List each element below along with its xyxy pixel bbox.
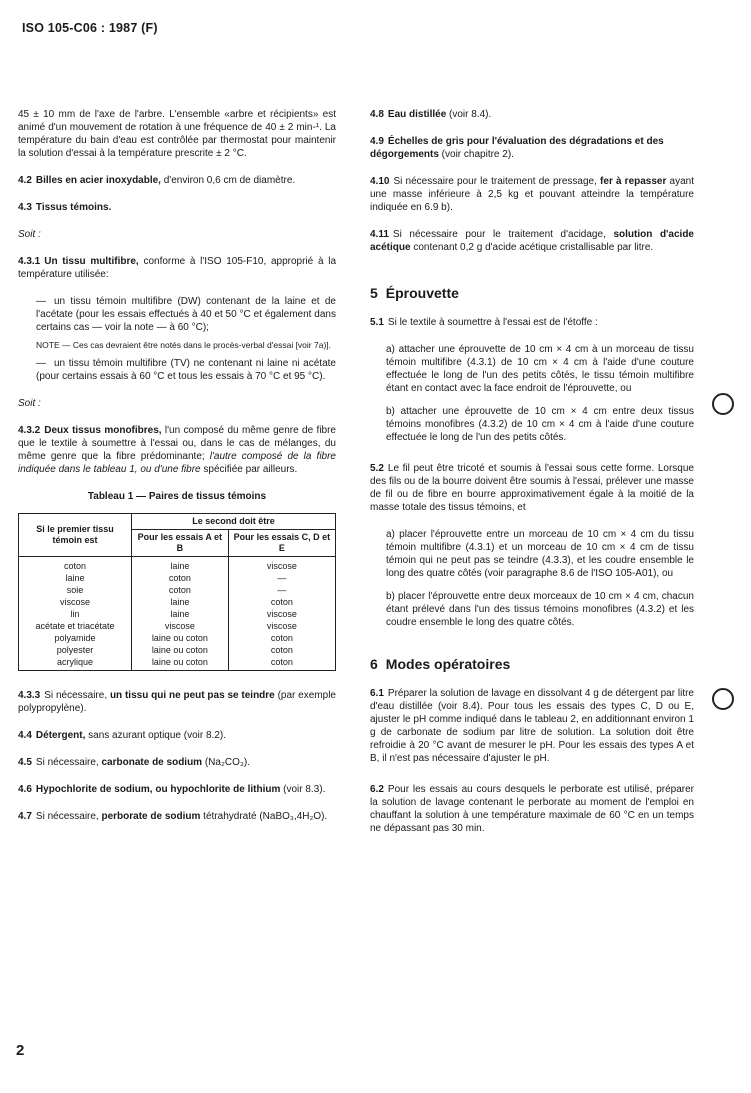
- clause-text: (par exemple polypropylène).: [18, 690, 336, 714]
- cell-cde: coton: [228, 656, 335, 671]
- section-number: 5: [370, 285, 378, 301]
- cell-first: polyester: [19, 644, 132, 656]
- cell-cde: —: [228, 584, 335, 596]
- clause-4-9: [370, 135, 694, 161]
- clause-text: contenant 0,2 g d'acide acétique cristallisable par litre.: [410, 242, 654, 253]
- item-5-2-a: a) placer l'éprouvette entre un morceau de 10 cm × 4 cm du tissu témoin multifibre (4.3.1) et un morceau de 10 cm × 4 cm de tissu témoin qui ne peut pas se teindre (4.3.3), et les coudre ensemble le long des quatre côtés (voir paragraphe 8.6 de l'ISO 105-A01), ou: [386, 529, 694, 579]
- table-row: [19, 644, 336, 656]
- cell-first: polyamide: [19, 632, 132, 644]
- cell-cde: coton: [228, 644, 335, 656]
- clause-4-10: [370, 175, 694, 214]
- clause-text: sans azurant optique (voir 8.2).: [85, 730, 226, 741]
- cell-ab: laine ou coton: [132, 656, 229, 671]
- table-row: [19, 596, 336, 608]
- clause-text: Préparer la solution de lavage en dissolvant 4 g de détergent par litre d'eau distillée (voir 8.4). Pour tous les essais des types C, D ou E, ajuster le pH comme indiqué dans le tableau 2, en additionnant environ 1 g de carbonate de sodium par litre de solution. La solution doit être refroidie à 20 °C avant de mesurer le pH. Pour les essais des types A et B, il n'est pas nécessaire d'ajuster le pH.: [370, 688, 694, 764]
- clause-title: Un tissu multifibre,: [44, 256, 139, 267]
- clause-text: l'un composé du même genre de fibre que le textile à soumettre à l'essai ou, dans le cas de mélanges, du même genre que la fibre prédominante;: [18, 425, 336, 462]
- clause-text: (voir chapitre 2).: [438, 149, 514, 160]
- clause-4-3-2: [18, 424, 336, 476]
- clause-4-7: [18, 810, 336, 823]
- clause-number: 4.3.2: [18, 425, 41, 436]
- clause-text: Si nécessaire,: [35, 811, 102, 822]
- clause-number: 4.8: [370, 109, 384, 120]
- cell-ab: laine: [132, 596, 229, 608]
- clause-text: Si nécessaire pour le traitement de pressage,: [393, 176, 601, 187]
- clause-text: Si nécessaire,: [35, 757, 102, 768]
- clause-number: 6.1: [370, 688, 384, 699]
- section-6-heading: [370, 655, 694, 673]
- cell-ab: laine: [132, 608, 229, 620]
- clause-title: Détergent,: [35, 730, 86, 741]
- clause-number: 4.3.1: [18, 256, 41, 267]
- clause-text: (voir 8.3).: [280, 784, 326, 795]
- clause-number: 4.7: [18, 811, 32, 822]
- clause-title: Échelles de gris pour l'évaluation des dégradations et des dégorgements: [370, 136, 664, 160]
- table-row: [19, 632, 336, 644]
- cell-ab: coton: [132, 572, 229, 584]
- clause-title: carbonate de sodium: [101, 757, 203, 768]
- clause-title: fer à repasser: [600, 176, 667, 187]
- item-5-1-a: a) attacher une éprouvette de 10 cm × 4 cm à un morceau de tissu témoin multifibre (4.3.1) de 10 cm × 4 cm à l'aide d'une couture effectuée le long de l'un des petits côtés, le tissu témoin multifibre étant en contact avec la face endroit de l'éprouvette, ou: [386, 344, 694, 394]
- dash-text: un tissu témoin multifibre (TV) ne contenant ni laine ni acétate (pour certains essais à 60 °C et tous les essais à 70 °C et 95 °C).: [36, 358, 336, 382]
- note: NOTE — Ces cas devraient être notés dans le procès-verbal d'essai [voir 7a)].: [36, 340, 332, 350]
- clause-text: ayant une masse inférieure à 2,5 kg et pouvant atteindre la température indiquée en 6.9 b).: [370, 176, 694, 213]
- punch-hole-mark: [712, 393, 734, 415]
- cell-first: laine: [19, 572, 132, 584]
- item-5-1-b: b) attacher une éprouvette de 10 cm × 4 cm entre deux tissus témoins monofibres (4.3.2) de 10 cm × 4 cm à l'aide d'une couture effectuée le long de l'un des petits côtés.: [386, 406, 694, 443]
- clause-text: d'environ 0,6 cm de diamètre.: [160, 175, 296, 186]
- page-number: 2: [16, 1042, 25, 1059]
- cell-first: acétate et triacétate: [19, 620, 132, 632]
- section-title: Modes opératoires: [385, 656, 511, 672]
- clause-text: Pour les essais au cours desquels le perborate est utilisé, préparer la solution de lavage contenant le perborate au moment de l'emploi en chauffant la solution à une température maximale de 60 °C en un temps ne dépassant pas 30 min.: [370, 784, 694, 834]
- clause-text: conforme à l'ISO 105-F10, approprié à la température utilisée:: [18, 256, 337, 280]
- section-title: Éprouvette: [385, 285, 459, 301]
- dash-text: un tissu témoin multifibre (DW) contenant de la laine et de l'acétate (pour les essais effectués à 40 et 50 °C et également dans certains cas — voir la note — à 60 °C);: [36, 296, 336, 333]
- cell-cde: viscose: [228, 608, 335, 620]
- cell-first: viscose: [19, 596, 132, 608]
- clause-number: 5.1: [370, 317, 384, 328]
- table-1: [18, 513, 336, 671]
- clause-title: perborate de sodium: [101, 811, 201, 822]
- clause-title: Eau distillée: [387, 109, 447, 120]
- table-row: [19, 608, 336, 620]
- table-row: [19, 572, 336, 584]
- cell-ab: laine ou coton: [132, 632, 229, 644]
- cell-ab: coton: [132, 584, 229, 596]
- clause-text: Si nécessaire,: [44, 690, 110, 701]
- clause-title: Tissus témoins.: [35, 202, 112, 213]
- clause-text: Le fil peut être tricoté et soumis à l'essai sous cette forme. Lorsque des fils ou de la bourre doivent être soumis à l'essai, prélever une masse de fil ou de fibre en bourre approximativement égale à la moitié de la masse totale des tissus témoins, et: [370, 463, 694, 513]
- cell-first: acrylique: [19, 656, 132, 671]
- document-header: ISO 105-C06 : 1987 (F): [22, 21, 158, 35]
- cell-cde: —: [228, 572, 335, 584]
- cell-first: coton: [19, 557, 132, 573]
- table-row: [19, 557, 336, 573]
- clause-4-2: [18, 174, 336, 187]
- clause-text: (Na₂CO₃).: [202, 757, 251, 768]
- table-row: [19, 620, 336, 632]
- clause-text: spécifiée par ailleurs.: [200, 464, 298, 475]
- cell-cde: coton: [228, 632, 335, 644]
- clause-4-4: [18, 729, 336, 742]
- clause-4-8: [370, 108, 694, 121]
- clause-number: 4.5: [18, 757, 32, 768]
- clause-4-6: [18, 783, 336, 796]
- dash-item-dw: [36, 295, 336, 334]
- clause-4-3-1: [18, 255, 336, 281]
- section-5-heading: [370, 284, 694, 302]
- dash-mark: —: [36, 358, 46, 369]
- clause-text: Si nécessaire pour le traitement d'acidage,: [392, 229, 614, 240]
- table-caption: Tableau 1 — Paires de tissus témoins: [87, 491, 267, 502]
- clause-title: Hypochlorite de sodium, ou hypochlorite de lithium: [35, 784, 281, 795]
- left-column: [18, 108, 336, 837]
- clause-4-3: [18, 201, 336, 214]
- clause-number: 4.3: [18, 202, 32, 213]
- clause-number: 4.2: [18, 175, 32, 186]
- clause-text: tétrahydraté (NaBO₃,4H₂O).: [200, 811, 328, 822]
- cell-cde: viscose: [228, 557, 335, 573]
- right-column: [370, 108, 694, 849]
- clause-4-3-3: [18, 689, 336, 715]
- header-second-fabric: Le second doit être: [132, 514, 336, 530]
- item-5-2-b: b) placer l'éprouvette entre deux morceaux de 10 cm × 4 cm, chacun étant prélevé dans l'un des tissus témoins monofibres (4.3.2) et les coudre ensemble le long des quatre côtés.: [386, 591, 694, 628]
- cell-first: soie: [19, 584, 132, 596]
- clause-title: Deux tissus monofibres,: [44, 425, 162, 436]
- cell-cde: viscose: [228, 620, 335, 632]
- clause-number: 4.6: [18, 784, 32, 795]
- clause-number: 5.2: [370, 463, 384, 474]
- paragraph-continuation: 45 ± 10 mm de l'axe de l'arbre. L'ensemble «arbre et récipients» est animé d'un mouvement de rotation à une fréquence de 40 ± 2 min-¹. La température du bain d'eau est contrôlée par thermostat pour maintenir la solution d'essai à la température prescrite ± 2 °C.: [18, 109, 336, 159]
- cell-ab: laine: [132, 557, 229, 573]
- clause-6-2: [370, 783, 694, 835]
- soit-label: Soit :: [18, 398, 41, 409]
- clause-number: 4.11: [370, 229, 389, 240]
- dash-item-tv: [36, 357, 336, 383]
- clause-number: 4.10: [370, 176, 390, 187]
- clause-title: Billes en acier inoxydable,: [35, 175, 161, 186]
- table-row: [19, 584, 336, 596]
- clause-number: 6.2: [370, 784, 384, 795]
- header-first-fabric: Si le premier tissu témoin est: [19, 514, 132, 557]
- clause-title: un tissu qui ne peut pas se teindre: [109, 690, 275, 701]
- cell-ab: viscose: [132, 620, 229, 632]
- header-tests-cde: Pour les essais C, D et E: [228, 530, 335, 557]
- clause-text: (voir 8.4).: [446, 109, 492, 120]
- dash-mark: —: [36, 296, 46, 307]
- clause-title: solution d'acide acétique: [370, 229, 694, 253]
- clause-number: 4.4: [18, 730, 32, 741]
- clause-text: Si le textile à soumettre à l'essai est de l'étoffe :: [387, 317, 598, 328]
- section-number: 6: [370, 656, 378, 672]
- cell-first: lin: [19, 608, 132, 620]
- clause-4-5: [18, 756, 336, 769]
- cell-cde: coton: [228, 596, 335, 608]
- clause-number: 4.9: [370, 136, 384, 147]
- punch-hole-mark: [712, 688, 734, 710]
- clause-5-2: [370, 462, 694, 514]
- header-tests-ab: Pour les essais A et B: [132, 530, 229, 557]
- table-row: [19, 656, 336, 671]
- clause-text-italic: l'autre composé de la fibre indiquée dans le tableau 1, ou d'une fibre: [18, 451, 336, 475]
- soit-label: Soit :: [18, 229, 41, 240]
- clause-6-1: [370, 687, 694, 765]
- clause-5-1: [370, 316, 694, 329]
- cell-ab: laine ou coton: [132, 644, 229, 656]
- clause-number: 4.3.3: [18, 690, 41, 701]
- clause-4-11: [370, 228, 694, 254]
